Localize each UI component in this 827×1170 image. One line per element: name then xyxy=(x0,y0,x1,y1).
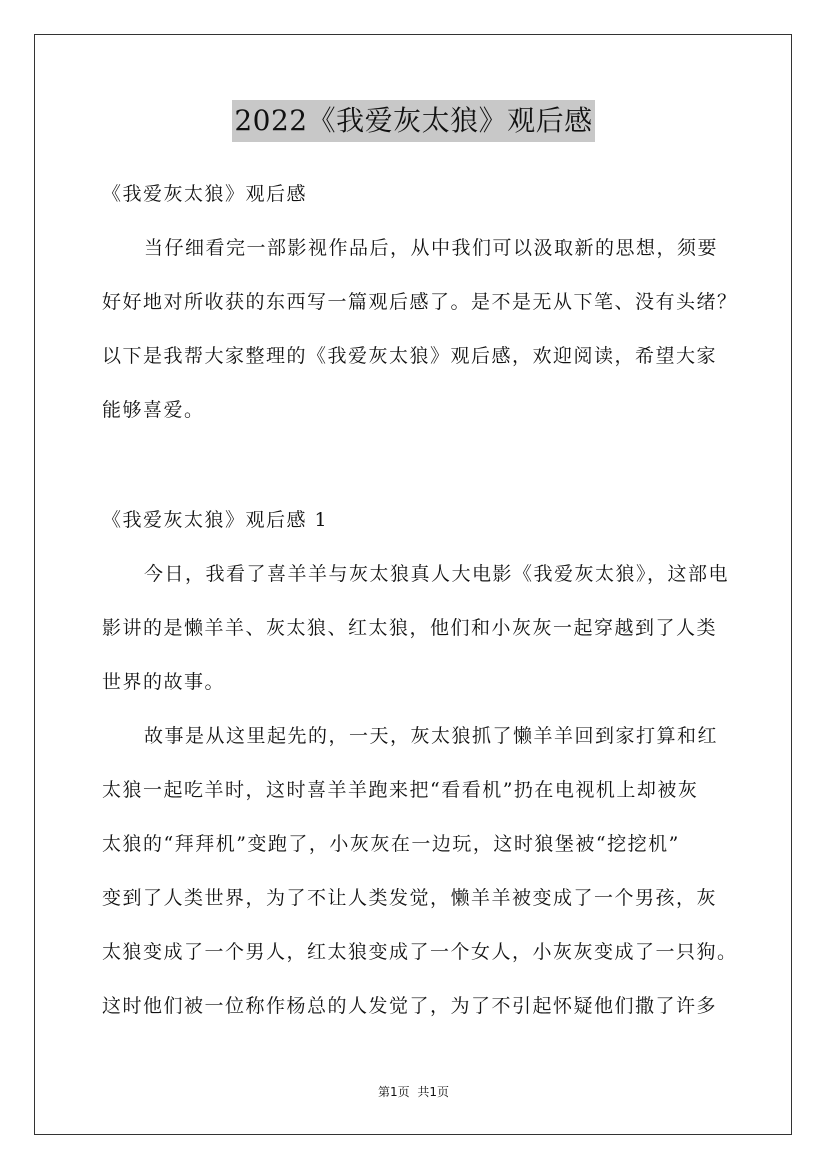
para2-line: 太狼一起吃羊时，这时喜羊羊跑来把“看看机”扔在电视机上却被灰 xyxy=(102,779,699,801)
page-footer xyxy=(0,1083,827,1100)
intro-line: 以下是我帮大家整理的《我爱灰太狼》观后感，欢迎阅读，希望大家 xyxy=(102,345,718,367)
page-number: 第1页 xyxy=(377,1085,410,1099)
page-total: 共1页 xyxy=(417,1085,450,1099)
para2-line: 太狼的“拜拜机”变跑了，小灰灰在一边玩，这时狼堡被“挖挖机” xyxy=(102,833,680,855)
intro-line: 好好地对所收获的东西写一篇观后感了。是不是无从下笔、没有头绪？ xyxy=(102,291,738,313)
para2-line: 太狼变成了一个男人，红太狼变成了一个女人，小灰灰变成了一只狗。 xyxy=(102,941,738,963)
intro-line: 能够喜爱。 xyxy=(102,399,205,421)
section-heading: 《我爱灰太狼》观后感 1 xyxy=(102,509,329,531)
para2-line: 故事是从这里起先的，一天，灰太狼抓了懒羊羊回到家打算和红 xyxy=(144,725,719,747)
para1-line: 今日，我看了喜羊羊与灰太狼真人大电影《我爱灰太狼》，这部电 xyxy=(144,563,730,585)
para2-line: 变到了人类世界，为了不让人类发觉，懒羊羊被变成了一个男孩，灰 xyxy=(102,887,718,909)
intro-line: 当仔细看完一部影视作品后，从中我们可以汲取新的思想，须要 xyxy=(144,237,719,259)
subtitle: 《我爱灰太狼》观后感 xyxy=(102,183,308,205)
para1-line: 影讲的是懒羊羊、灰太狼、红太狼，他们和小灰灰一起穿越到了人类 xyxy=(102,617,718,639)
para2-line: 这时他们被一位称作杨总的人发觉了，为了不引起怀疑他们撒了许多 xyxy=(102,995,718,1017)
title-container xyxy=(0,100,827,142)
document-title: 2022《我爱灰太狼》观后感 xyxy=(232,100,594,142)
para1-line: 世界的故事。 xyxy=(102,671,226,693)
